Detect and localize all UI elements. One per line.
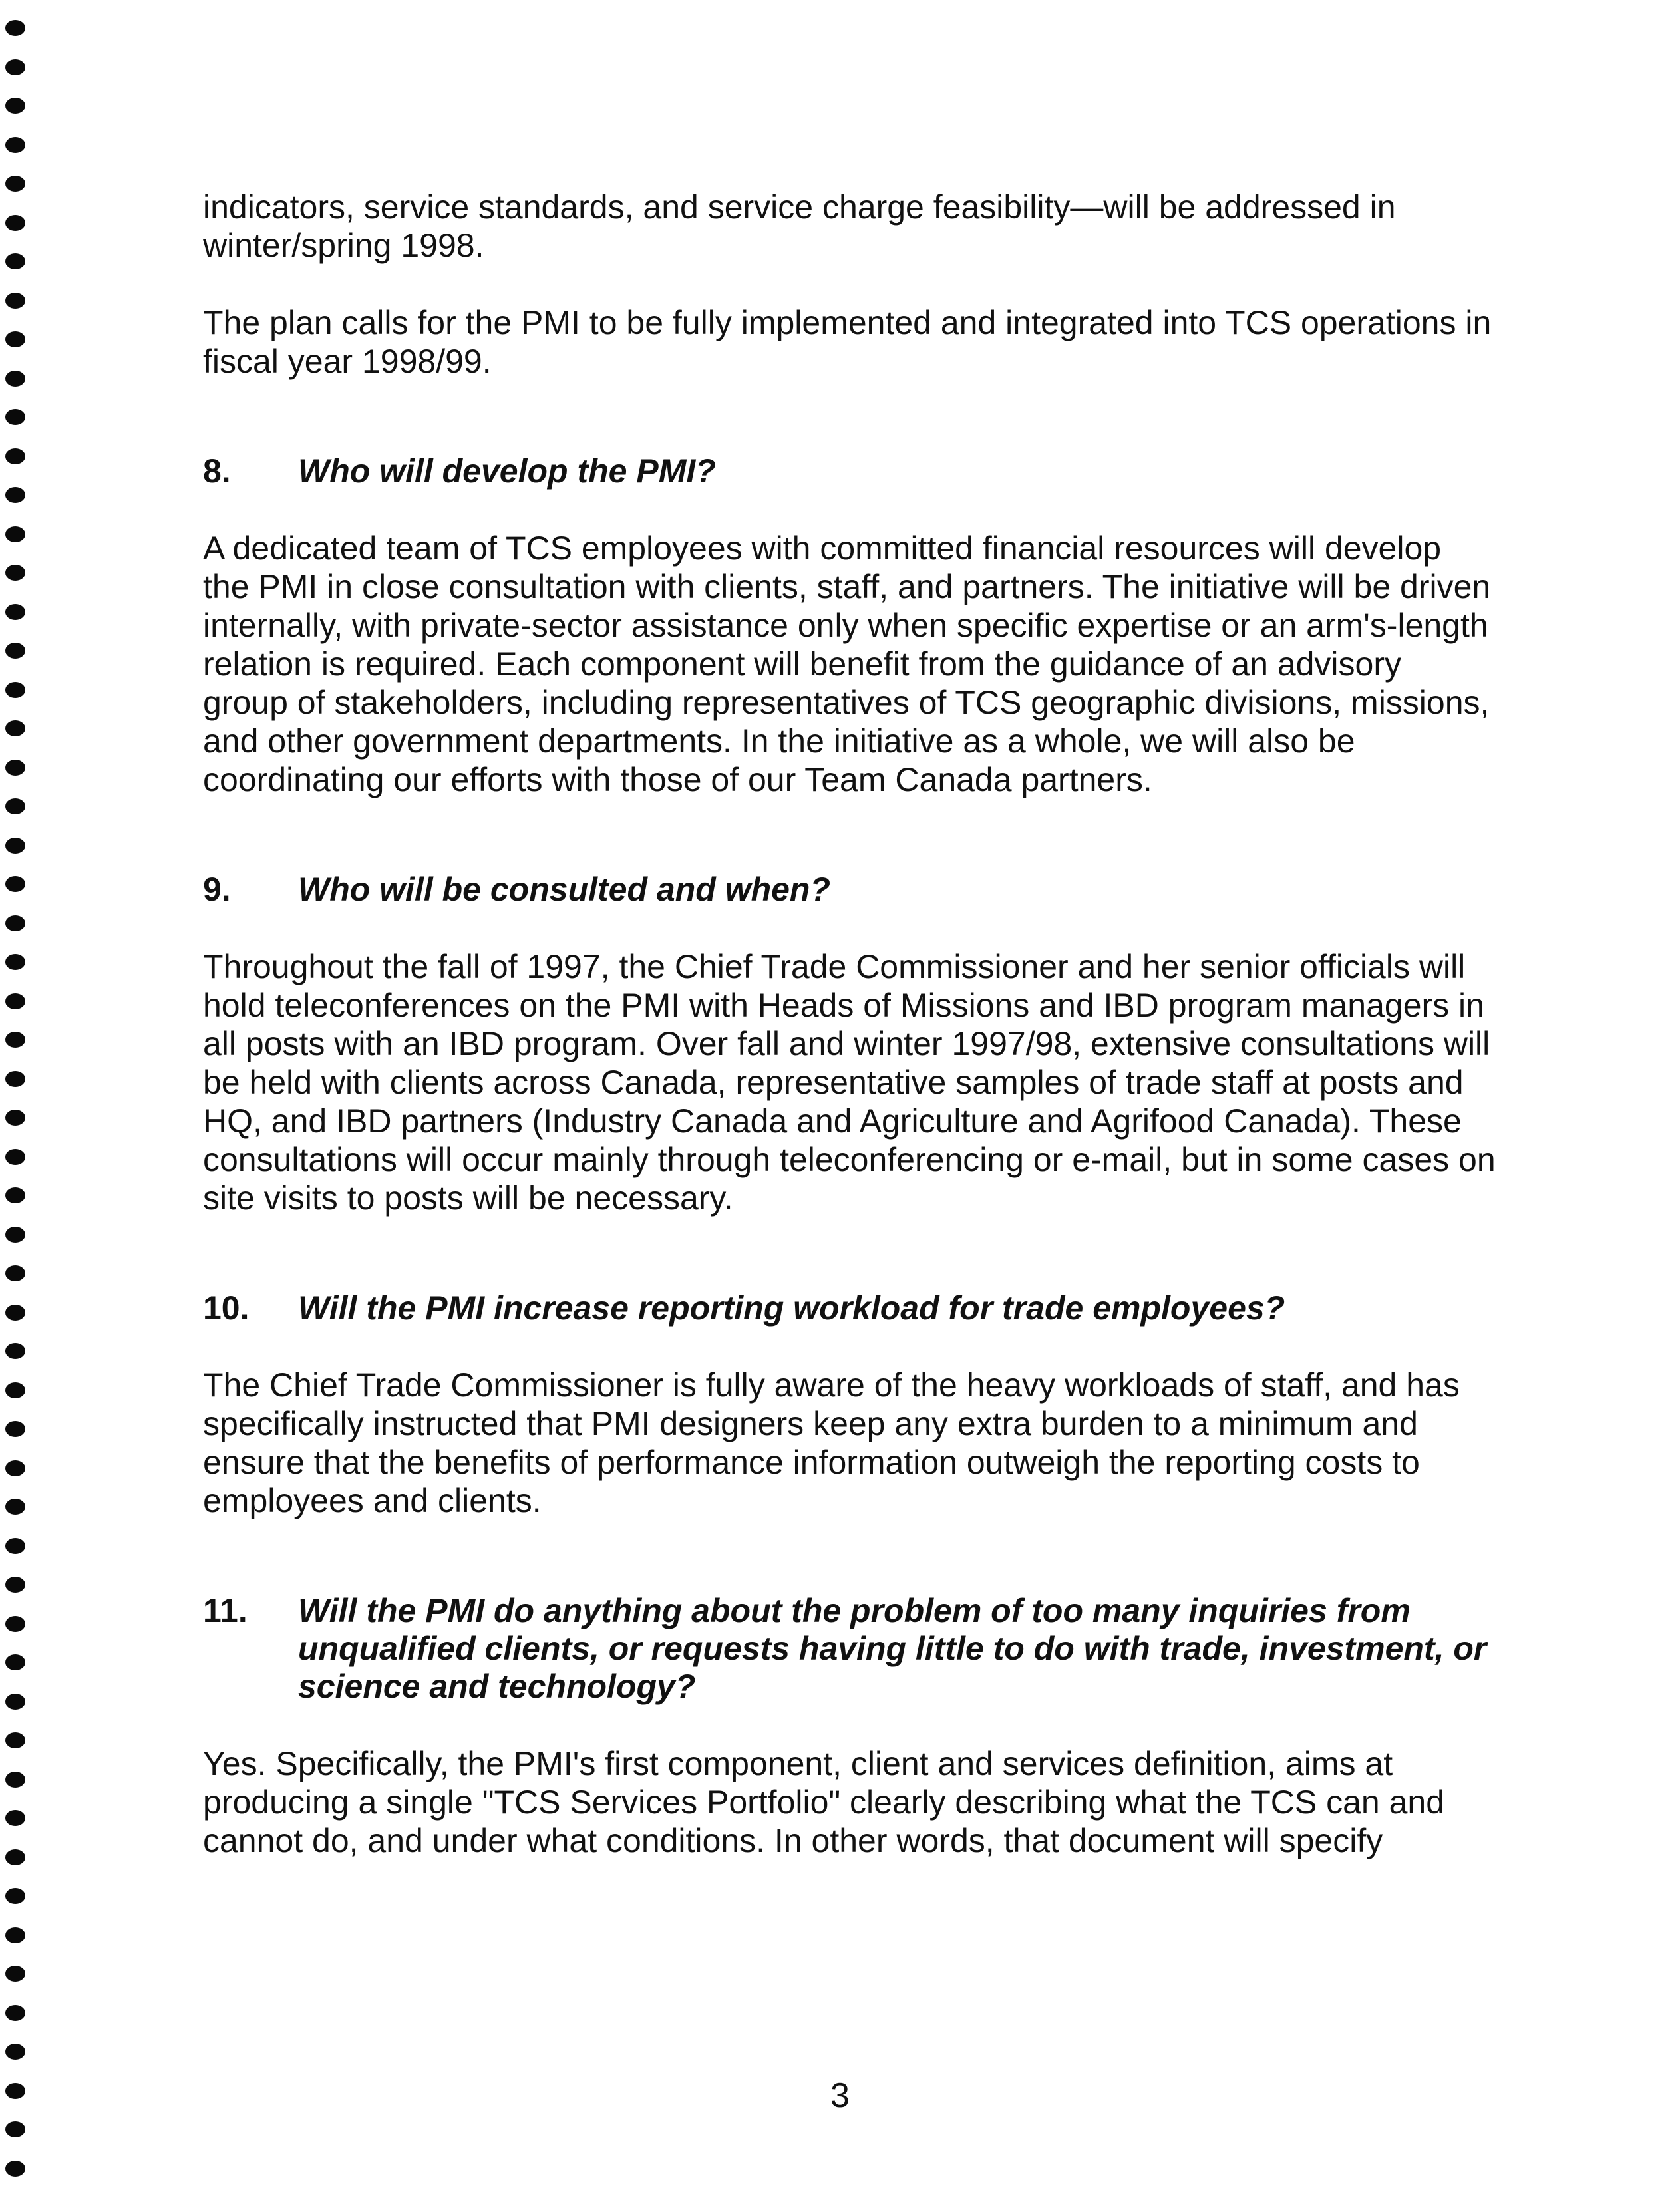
binding-hole <box>5 1032 25 1048</box>
section-heading-9 <box>203 871 1527 909</box>
binding-hole <box>5 1577 25 1593</box>
binding-hole <box>5 682 25 698</box>
section-question: Will the PMI do anything about the problem of too many inquiries from unqualified clients, or requests having little to do with trade, investment, or science and technology? <box>298 1592 1487 1705</box>
binding-hole <box>5 1343 25 1359</box>
binding-hole <box>5 1732 25 1748</box>
binding-hole <box>5 331 25 347</box>
binding-hole <box>5 1499 25 1515</box>
binding-hole <box>5 2121 25 2137</box>
binding-hole <box>5 2161 25 2177</box>
section-question: Who will be consulted and when? <box>298 871 830 908</box>
binding-hole <box>5 1888 25 1904</box>
binding-hole <box>5 1227 25 1243</box>
binding-hole <box>5 565 25 581</box>
binding-hole <box>5 59 25 75</box>
binding-hole <box>5 1460 25 1476</box>
binding-hole <box>5 20 25 36</box>
binding-hole <box>5 1110 25 1126</box>
binding-hole <box>5 643 25 659</box>
binding-hole <box>5 1849 25 1865</box>
section-number: 10. <box>203 1289 250 1327</box>
binding-hole <box>5 1187 25 1203</box>
binding-hole <box>5 760 25 776</box>
section-heading-10 <box>203 1289 1527 1327</box>
binding-hole <box>5 137 25 153</box>
section-heading-11 <box>203 1592 1589 1706</box>
binding-hole <box>5 215 25 231</box>
binding-hole <box>5 1694 25 1710</box>
binding-hole <box>5 1966 25 1982</box>
section-number: 8. <box>203 452 231 490</box>
section-question: Who will develop the PMI? <box>298 452 716 490</box>
binding-hole <box>5 293 25 309</box>
page-number: 3 <box>830 2076 850 2115</box>
binding-hole <box>5 1265 25 1281</box>
binding-hole <box>5 1538 25 1554</box>
binding-hole <box>5 371 25 387</box>
binding-hole <box>5 526 25 542</box>
section-answer-8: A dedicated team of TCS employees with committed financial resources will develop the PMI in close consultation with clients, staff, and partners. The initiative will be driven internally, with private-sector assistance only when specific expertise or an arm's-length relation is required. Each component will benefit from the guidance of an advisory group of stakeholders, including representatives of TCS geographic divisions, missions, and other government departments. In the initiative as a whole, we will also be coordinating our efforts with those of our Team Canada partners. <box>203 530 1491 798</box>
binding-hole <box>5 838 25 854</box>
paragraph-intro-1: indicators, service standards, and service charge feasibility—will be addressed in winter/spring 1998. <box>203 188 1396 264</box>
binding-hole <box>5 1382 25 1398</box>
spiral-binding <box>0 0 40 2190</box>
binding-hole <box>5 915 25 931</box>
paragraph-intro-2: The plan calls for the PMI to be fully implemented and integrated into TCS operations in fiscal year 1998/99. <box>203 304 1492 380</box>
binding-hole <box>5 720 25 736</box>
binding-hole <box>5 1421 25 1437</box>
section-answer-9: Throughout the fall of 1997, the Chief Trade Commissioner and her senior officials will hold teleconferences on the PMI with Heads of Missions and IBD program managers in all posts with an IBD program. Over fall and winter 1997/98, extensive consultations will be held with clients across Canada, representative samples of trade staff at posts and HQ, and IBD partners (Industry Canada and Agriculture and Agrifood Canada). These consultations will occur mainly through teleconferencing or e-mail, but in some cases on site visits to posts will be necessary. <box>203 948 1496 1217</box>
binding-hole <box>5 1772 25 1788</box>
binding-hole <box>5 1149 25 1165</box>
binding-hole <box>5 798 25 814</box>
section-answer-10: The Chief Trade Commissioner is fully aware of the heavy workloads of staff, and has specifically instructed that PMI designers keep any extra burden to a minimum and ensure that the benefits of performance information outweigh the reporting costs to employees and clients. <box>203 1366 1460 1519</box>
section-number: 11. <box>203 1592 248 1629</box>
binding-hole <box>5 954 25 970</box>
binding-hole <box>5 1810 25 1826</box>
binding-hole <box>5 993 25 1009</box>
binding-hole <box>5 1616 25 1632</box>
binding-hole <box>5 2005 25 2021</box>
binding-hole <box>5 98 25 114</box>
binding-hole <box>5 448 25 464</box>
binding-hole <box>5 2044 25 2060</box>
section-number: 9. <box>203 871 231 908</box>
section-heading-8 <box>203 452 1527 490</box>
section-answer-11: Yes. Specifically, the PMI's first component, client and services definition, aims at producing a single "TCS Services Portfolio" clearly describing what the TCS can and cannot do, and under what conditions. In other words, that document will specify <box>203 1745 1445 1859</box>
binding-hole <box>5 1305 25 1321</box>
binding-hole <box>5 1654 25 1670</box>
binding-hole <box>5 1071 25 1087</box>
binding-hole <box>5 487 25 503</box>
binding-hole <box>5 604 25 620</box>
section-question: Will the PMI increase reporting workload for trade employees? <box>298 1289 1285 1327</box>
binding-hole <box>5 253 25 269</box>
binding-hole <box>5 1927 25 1943</box>
binding-hole <box>5 876 25 892</box>
binding-hole <box>5 176 25 192</box>
binding-hole <box>5 409 25 425</box>
document-page <box>203 188 1527 1860</box>
